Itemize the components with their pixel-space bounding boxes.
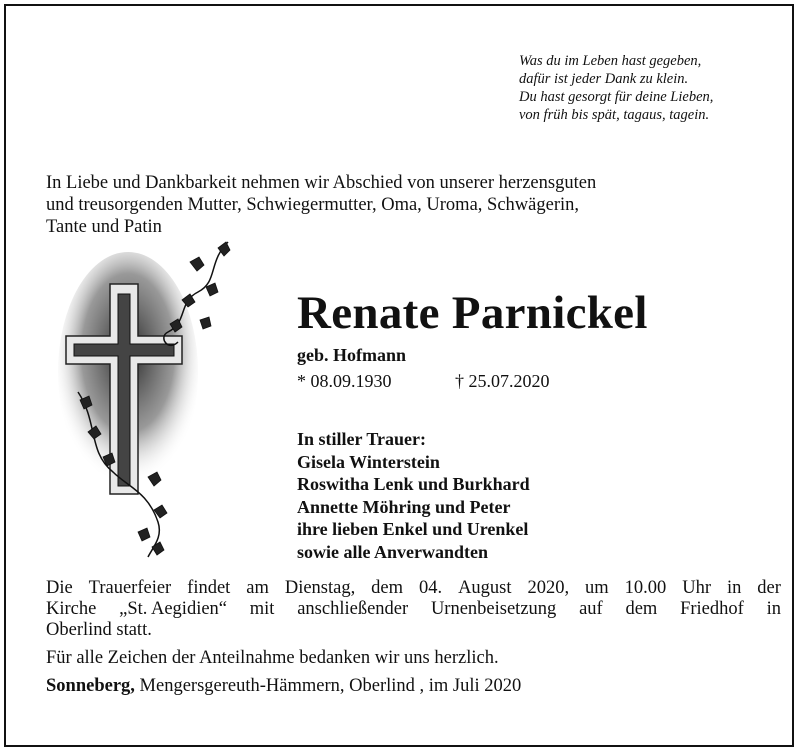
funeral-notice [46,578,781,641]
town-name: Sonneberg, [46,676,135,696]
death-date: † 25.07.2020 [455,371,550,391]
funeral-word: Die [46,578,73,598]
place-rest: Mengersgereuth-Hämmern, Oberlind , im Juli 2020 [134,676,522,696]
poem-line: dafür ist jeder Dank zu klein. [519,71,689,87]
funeral-word: 2020, [527,578,570,598]
deceased-name: Renate Parnickel [297,287,648,339]
intro-text [46,172,596,238]
funeral-word: Trauerfeier [88,578,172,598]
mourner-name: sowie alle Anverwandten [297,541,488,562]
funeral-word: um [585,578,609,598]
funeral-word: August [458,578,512,598]
funeral-line: Oberlind statt. [46,620,152,640]
mourner-name: Gisela Winterstein [297,451,440,472]
poem [519,52,713,124]
funeral-word: in [766,599,781,619]
funeral-word: in [726,578,742,598]
birth-date: * 08.09.1930 [297,371,392,391]
funeral-word: 04. [418,578,443,598]
funeral-word: Uhr [682,578,711,598]
funeral-word: „St. Aegidien“ [119,599,228,619]
thanks-text: Für alle Zeichen der Anteilnahme bedanken wir uns herzlich. [46,648,499,668]
intro-line: und treusorgenden Mutter, Schwiegermutter, Oma, Uroma, Schwägerin, [46,195,579,215]
funeral-word: 10.00 [624,578,667,598]
poem-line: von früh bis spät, tagaus, tagein. [519,107,710,123]
mourner-name: Annette Möhring und Peter [297,496,511,517]
funeral-word: Friedhof [680,599,744,619]
funeral-word: anschließender [297,599,409,619]
life-dates [297,371,550,392]
funeral-word: Kirche [46,599,97,619]
funeral-line [46,578,781,599]
funeral-word: dem [625,599,658,619]
poem-line: Du hast gesorgt für deine Lieben, [519,89,714,105]
place-and-date [46,676,521,697]
funeral-word: Urnenbeisetzung [430,599,557,619]
mourner-name: ihre lieben Enkel und Urenkel [297,519,529,539]
cross-with-ivy-icon [58,232,238,562]
intro-line: Tante und Patin [46,217,162,237]
funeral-word: dem [371,578,404,598]
maiden-name: geb. Hofmann [297,345,407,365]
mourner-name: Roswitha Lenk und Burkhard [297,474,530,494]
funeral-word: am [246,578,269,598]
intro-line: In Liebe und Dankbarkeit nehmen wir Abschied von unserer herzensguten [46,173,597,193]
funeral-word: Dienstag, [284,578,356,598]
funeral-word: mit [249,599,275,619]
mourners-list [297,428,530,563]
poem-line: Was du im Leben hast gegeben, [519,53,702,69]
mourners-heading: In stiller Trauer: [297,429,426,449]
funeral-line [46,599,781,620]
funeral-word: findet [187,578,231,598]
funeral-word: der [757,578,781,598]
funeral-word: auf [579,599,603,619]
